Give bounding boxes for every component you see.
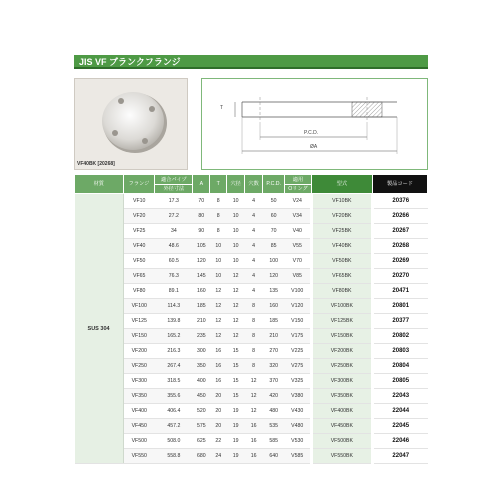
cell-product-code: 22043 [372, 389, 427, 404]
cell-hole-count: 16 [245, 419, 263, 434]
table-row [75, 314, 428, 329]
table-row [75, 239, 428, 254]
cell-product-code: 20803 [372, 344, 427, 359]
cell-product-code: 20270 [372, 269, 427, 284]
cell-pipe-od: 318.5 [155, 374, 193, 389]
cell-pcd: 120 [263, 269, 285, 284]
cell-hole-count: 8 [245, 359, 263, 374]
cell-hole-count: 16 [245, 449, 263, 464]
cell-hole-count: 12 [245, 404, 263, 419]
product-photo [74, 78, 188, 170]
cell-hole-count: 4 [245, 194, 263, 209]
cell-a: 80 [193, 209, 210, 224]
cell-pcd: 135 [263, 284, 285, 299]
cell-pcd: 70 [263, 224, 285, 239]
cell-oring: V275 [285, 359, 311, 374]
cell-flange: VF300 [123, 374, 155, 389]
photo-caption: VF40BK [20268] [77, 161, 115, 167]
cell-t: 24 [210, 449, 227, 464]
cell-a: 575 [193, 419, 210, 434]
cell-hole-count: 4 [245, 269, 263, 284]
cell-t: 10 [210, 254, 227, 269]
cell-pcd: 85 [263, 239, 285, 254]
cell-oring: V175 [285, 329, 311, 344]
cell-hole-diameter: 10 [227, 209, 245, 224]
cell-flange: VF450 [123, 419, 155, 434]
table-row [75, 404, 428, 419]
cell-type: VF500BK [311, 434, 372, 449]
cell-hole-diameter: 15 [227, 344, 245, 359]
header-hole-count: 穴数 [245, 175, 263, 194]
cell-oring: V100 [285, 284, 311, 299]
cell-t: 16 [210, 344, 227, 359]
technical-drawing [201, 78, 428, 170]
cell-type: VF450BK [311, 419, 372, 434]
cell-product-code: 20805 [372, 374, 427, 389]
cell-flange: VF550 [123, 449, 155, 464]
table-row [75, 344, 428, 359]
pcd-dimension-label: P.C.D. [304, 130, 319, 136]
cell-hole-diameter: 15 [227, 374, 245, 389]
header-pipe [155, 175, 193, 194]
cell-type: VF400BK [311, 404, 372, 419]
cell-pipe-od: 165.2 [155, 329, 193, 344]
cell-hole-count: 16 [245, 434, 263, 449]
cell-pipe-od: 17.3 [155, 194, 193, 209]
blank-flange-image [75, 79, 188, 170]
cell-hole-diameter: 10 [227, 194, 245, 209]
table-row [75, 284, 428, 299]
page-title: JIS VF ブランクフランジ [74, 55, 428, 69]
cell-hole-diameter: 10 [227, 239, 245, 254]
cell-t: 12 [210, 314, 227, 329]
cell-a: 210 [193, 314, 210, 329]
cell-t: 10 [210, 269, 227, 284]
cell-hole-count: 8 [245, 314, 263, 329]
cell-t: 12 [210, 299, 227, 314]
cell-type: VF100BK [311, 299, 372, 314]
cell-product-code: 20267 [372, 224, 427, 239]
cell-hole-diameter: 10 [227, 254, 245, 269]
cell-pipe-od: 114.3 [155, 299, 193, 314]
cell-pcd: 640 [263, 449, 285, 464]
cell-a: 90 [193, 224, 210, 239]
header-oring [285, 175, 311, 194]
header-type: 型式 [311, 175, 372, 194]
cell-hole-count: 12 [245, 389, 263, 404]
cell-flange: VF350 [123, 389, 155, 404]
header-pcd: P.C.D. [263, 175, 285, 194]
spec-table [74, 174, 428, 464]
cell-oring: V55 [285, 239, 311, 254]
cell-a: 300 [193, 344, 210, 359]
cell-type: VF80BK [311, 284, 372, 299]
cell-product-code: 22044 [372, 404, 427, 419]
cell-pipe-od: 76.3 [155, 269, 193, 284]
cell-a: 350 [193, 359, 210, 374]
cell-oring: V24 [285, 194, 311, 209]
cell-pcd: 480 [263, 404, 285, 419]
cell-pipe-od: 139.8 [155, 314, 193, 329]
cell-type: VF125BK [311, 314, 372, 329]
table-row [75, 299, 428, 314]
cell-type: VF150BK [311, 329, 372, 344]
cell-product-code: 20376 [372, 194, 427, 209]
header-t: T [210, 175, 227, 194]
cell-flange: VF50 [123, 254, 155, 269]
cell-hole-diameter: 15 [227, 389, 245, 404]
cell-hole-diameter: 19 [227, 449, 245, 464]
cell-pipe-od: 34 [155, 224, 193, 239]
cell-a: 400 [193, 374, 210, 389]
cell-type: VF10BK [311, 194, 372, 209]
cell-pcd: 50 [263, 194, 285, 209]
cell-oring: V34 [285, 209, 311, 224]
cell-product-code: 22047 [372, 449, 427, 464]
cell-pipe-od: 355.6 [155, 389, 193, 404]
cell-pcd: 535 [263, 419, 285, 434]
cell-t: 8 [210, 194, 227, 209]
cell-pcd: 160 [263, 299, 285, 314]
diameter-dimension-label: ØA [310, 144, 318, 150]
table-row [75, 209, 428, 224]
cell-t: 8 [210, 209, 227, 224]
cell-hole-diameter: 12 [227, 299, 245, 314]
cell-material: SUS 304 [75, 194, 124, 464]
cell-type: VF25BK [311, 224, 372, 239]
cell-hole-count: 8 [245, 299, 263, 314]
cell-pcd: 585 [263, 434, 285, 449]
cell-hole-diameter: 12 [227, 269, 245, 284]
table-row [75, 449, 428, 464]
cell-type: VF550BK [311, 449, 372, 464]
cell-hole-diameter: 12 [227, 329, 245, 344]
cell-flange: VF125 [123, 314, 155, 329]
thickness-label: T [220, 105, 224, 111]
table-row [75, 194, 428, 209]
cell-a: 105 [193, 239, 210, 254]
cell-a: 235 [193, 329, 210, 344]
cell-flange: VF40 [123, 239, 155, 254]
cell-product-code: 20266 [372, 209, 427, 224]
cell-hole-count: 4 [245, 209, 263, 224]
header-oring-label: 適用 [292, 176, 304, 183]
cell-oring: V70 [285, 254, 311, 269]
header-hole-diameter: 穴径 [227, 175, 245, 194]
cell-t: 20 [210, 389, 227, 404]
cell-hole-diameter: 19 [227, 404, 245, 419]
cell-flange: VF65 [123, 269, 155, 284]
cell-pipe-od: 267.4 [155, 359, 193, 374]
cell-type: VF300BK [311, 374, 372, 389]
cell-flange: VF250 [123, 359, 155, 374]
cell-type: VF350BK [311, 389, 372, 404]
cell-type: VF40BK [311, 239, 372, 254]
cell-hole-count: 12 [245, 374, 263, 389]
cell-type: VF50BK [311, 254, 372, 269]
cell-hole-count: 8 [245, 344, 263, 359]
cell-pipe-od: 558.8 [155, 449, 193, 464]
cell-oring: V530 [285, 434, 311, 449]
header-material: 材質 [75, 175, 124, 194]
cell-flange: VF10 [123, 194, 155, 209]
cell-t: 20 [210, 404, 227, 419]
cell-pipe-od: 457.2 [155, 419, 193, 434]
cell-pcd: 100 [263, 254, 285, 269]
cell-product-code: 22046 [372, 434, 427, 449]
cell-hole-count: 4 [245, 284, 263, 299]
cell-a: 450 [193, 389, 210, 404]
table-header-row [75, 175, 428, 194]
cell-pipe-od: 60.5 [155, 254, 193, 269]
cell-t: 10 [210, 239, 227, 254]
table-row [75, 434, 428, 449]
table-row [75, 419, 428, 434]
cell-a: 680 [193, 449, 210, 464]
cell-pcd: 60 [263, 209, 285, 224]
cell-product-code: 20471 [372, 284, 427, 299]
header-oring-sub: Oリング [285, 184, 310, 192]
cell-product-code: 20268 [372, 239, 427, 254]
table-row [75, 254, 428, 269]
cell-product-code: 20802 [372, 329, 427, 344]
cell-product-code: 20269 [372, 254, 427, 269]
cell-t: 16 [210, 359, 227, 374]
table-row [75, 224, 428, 239]
cell-hole-count: 4 [245, 254, 263, 269]
cell-flange: VF150 [123, 329, 155, 344]
cell-flange: VF400 [123, 404, 155, 419]
cell-pcd: 320 [263, 359, 285, 374]
cell-hole-diameter: 12 [227, 284, 245, 299]
cell-pipe-od: 406.4 [155, 404, 193, 419]
cell-pcd: 210 [263, 329, 285, 344]
cell-product-code: 20804 [372, 359, 427, 374]
cell-a: 120 [193, 254, 210, 269]
cell-oring: V585 [285, 449, 311, 464]
cell-t: 20 [210, 419, 227, 434]
cell-a: 145 [193, 269, 210, 284]
flange-cross-section-diagram [202, 79, 427, 169]
cell-oring: V325 [285, 374, 311, 389]
cell-flange: VF20 [123, 209, 155, 224]
cell-a: 160 [193, 284, 210, 299]
cell-flange: VF100 [123, 299, 155, 314]
header-pipe-label: 適合パイプ [160, 176, 187, 183]
cell-hole-diameter: 19 [227, 434, 245, 449]
cell-oring: V380 [285, 389, 311, 404]
cell-a: 185 [193, 299, 210, 314]
cell-oring: V85 [285, 269, 311, 284]
header-a: A [193, 175, 210, 194]
cell-pipe-od: 27.2 [155, 209, 193, 224]
cell-hole-count: 4 [245, 239, 263, 254]
header-pipe-sub: 外径寸法 [155, 184, 192, 192]
cell-hole-diameter: 10 [227, 224, 245, 239]
cell-t: 12 [210, 284, 227, 299]
cell-pcd: 185 [263, 314, 285, 329]
cell-a: 625 [193, 434, 210, 449]
cell-product-code: 22045 [372, 419, 427, 434]
cell-oring: V430 [285, 404, 311, 419]
cell-product-code: 20377 [372, 314, 427, 329]
table-row [75, 389, 428, 404]
cell-pipe-od: 216.3 [155, 344, 193, 359]
table-row [75, 269, 428, 284]
cell-flange: VF25 [123, 224, 155, 239]
cell-product-code: 20801 [372, 299, 427, 314]
cell-hole-diameter: 19 [227, 419, 245, 434]
cell-hole-count: 8 [245, 329, 263, 344]
cell-pipe-od: 508.0 [155, 434, 193, 449]
table-row [75, 374, 428, 389]
table-row [75, 359, 428, 374]
cell-pcd: 270 [263, 344, 285, 359]
cell-hole-diameter: 12 [227, 314, 245, 329]
cell-t: 8 [210, 224, 227, 239]
cell-pipe-od: 48.6 [155, 239, 193, 254]
cell-type: VF20BK [311, 209, 372, 224]
cell-type: VF200BK [311, 344, 372, 359]
cell-oring: V40 [285, 224, 311, 239]
header-flange: フランジ [123, 175, 155, 194]
cell-pipe-od: 89.1 [155, 284, 193, 299]
cell-pcd: 370 [263, 374, 285, 389]
cell-flange: VF80 [123, 284, 155, 299]
table-row [75, 329, 428, 344]
cell-oring: V480 [285, 419, 311, 434]
cell-type: VF65BK [311, 269, 372, 284]
cell-hole-diameter: 15 [227, 359, 245, 374]
cell-t: 12 [210, 329, 227, 344]
cell-t: 22 [210, 434, 227, 449]
header-product-code: 製品コード [372, 175, 427, 194]
cell-type: VF250BK [311, 359, 372, 374]
cell-t: 16 [210, 374, 227, 389]
cell-pcd: 420 [263, 389, 285, 404]
cell-flange: VF500 [123, 434, 155, 449]
cell-oring: V120 [285, 299, 311, 314]
cell-a: 70 [193, 194, 210, 209]
cell-a: 520 [193, 404, 210, 419]
cell-oring: V150 [285, 314, 311, 329]
cell-oring: V225 [285, 344, 311, 359]
cell-flange: VF200 [123, 344, 155, 359]
cell-hole-count: 4 [245, 224, 263, 239]
